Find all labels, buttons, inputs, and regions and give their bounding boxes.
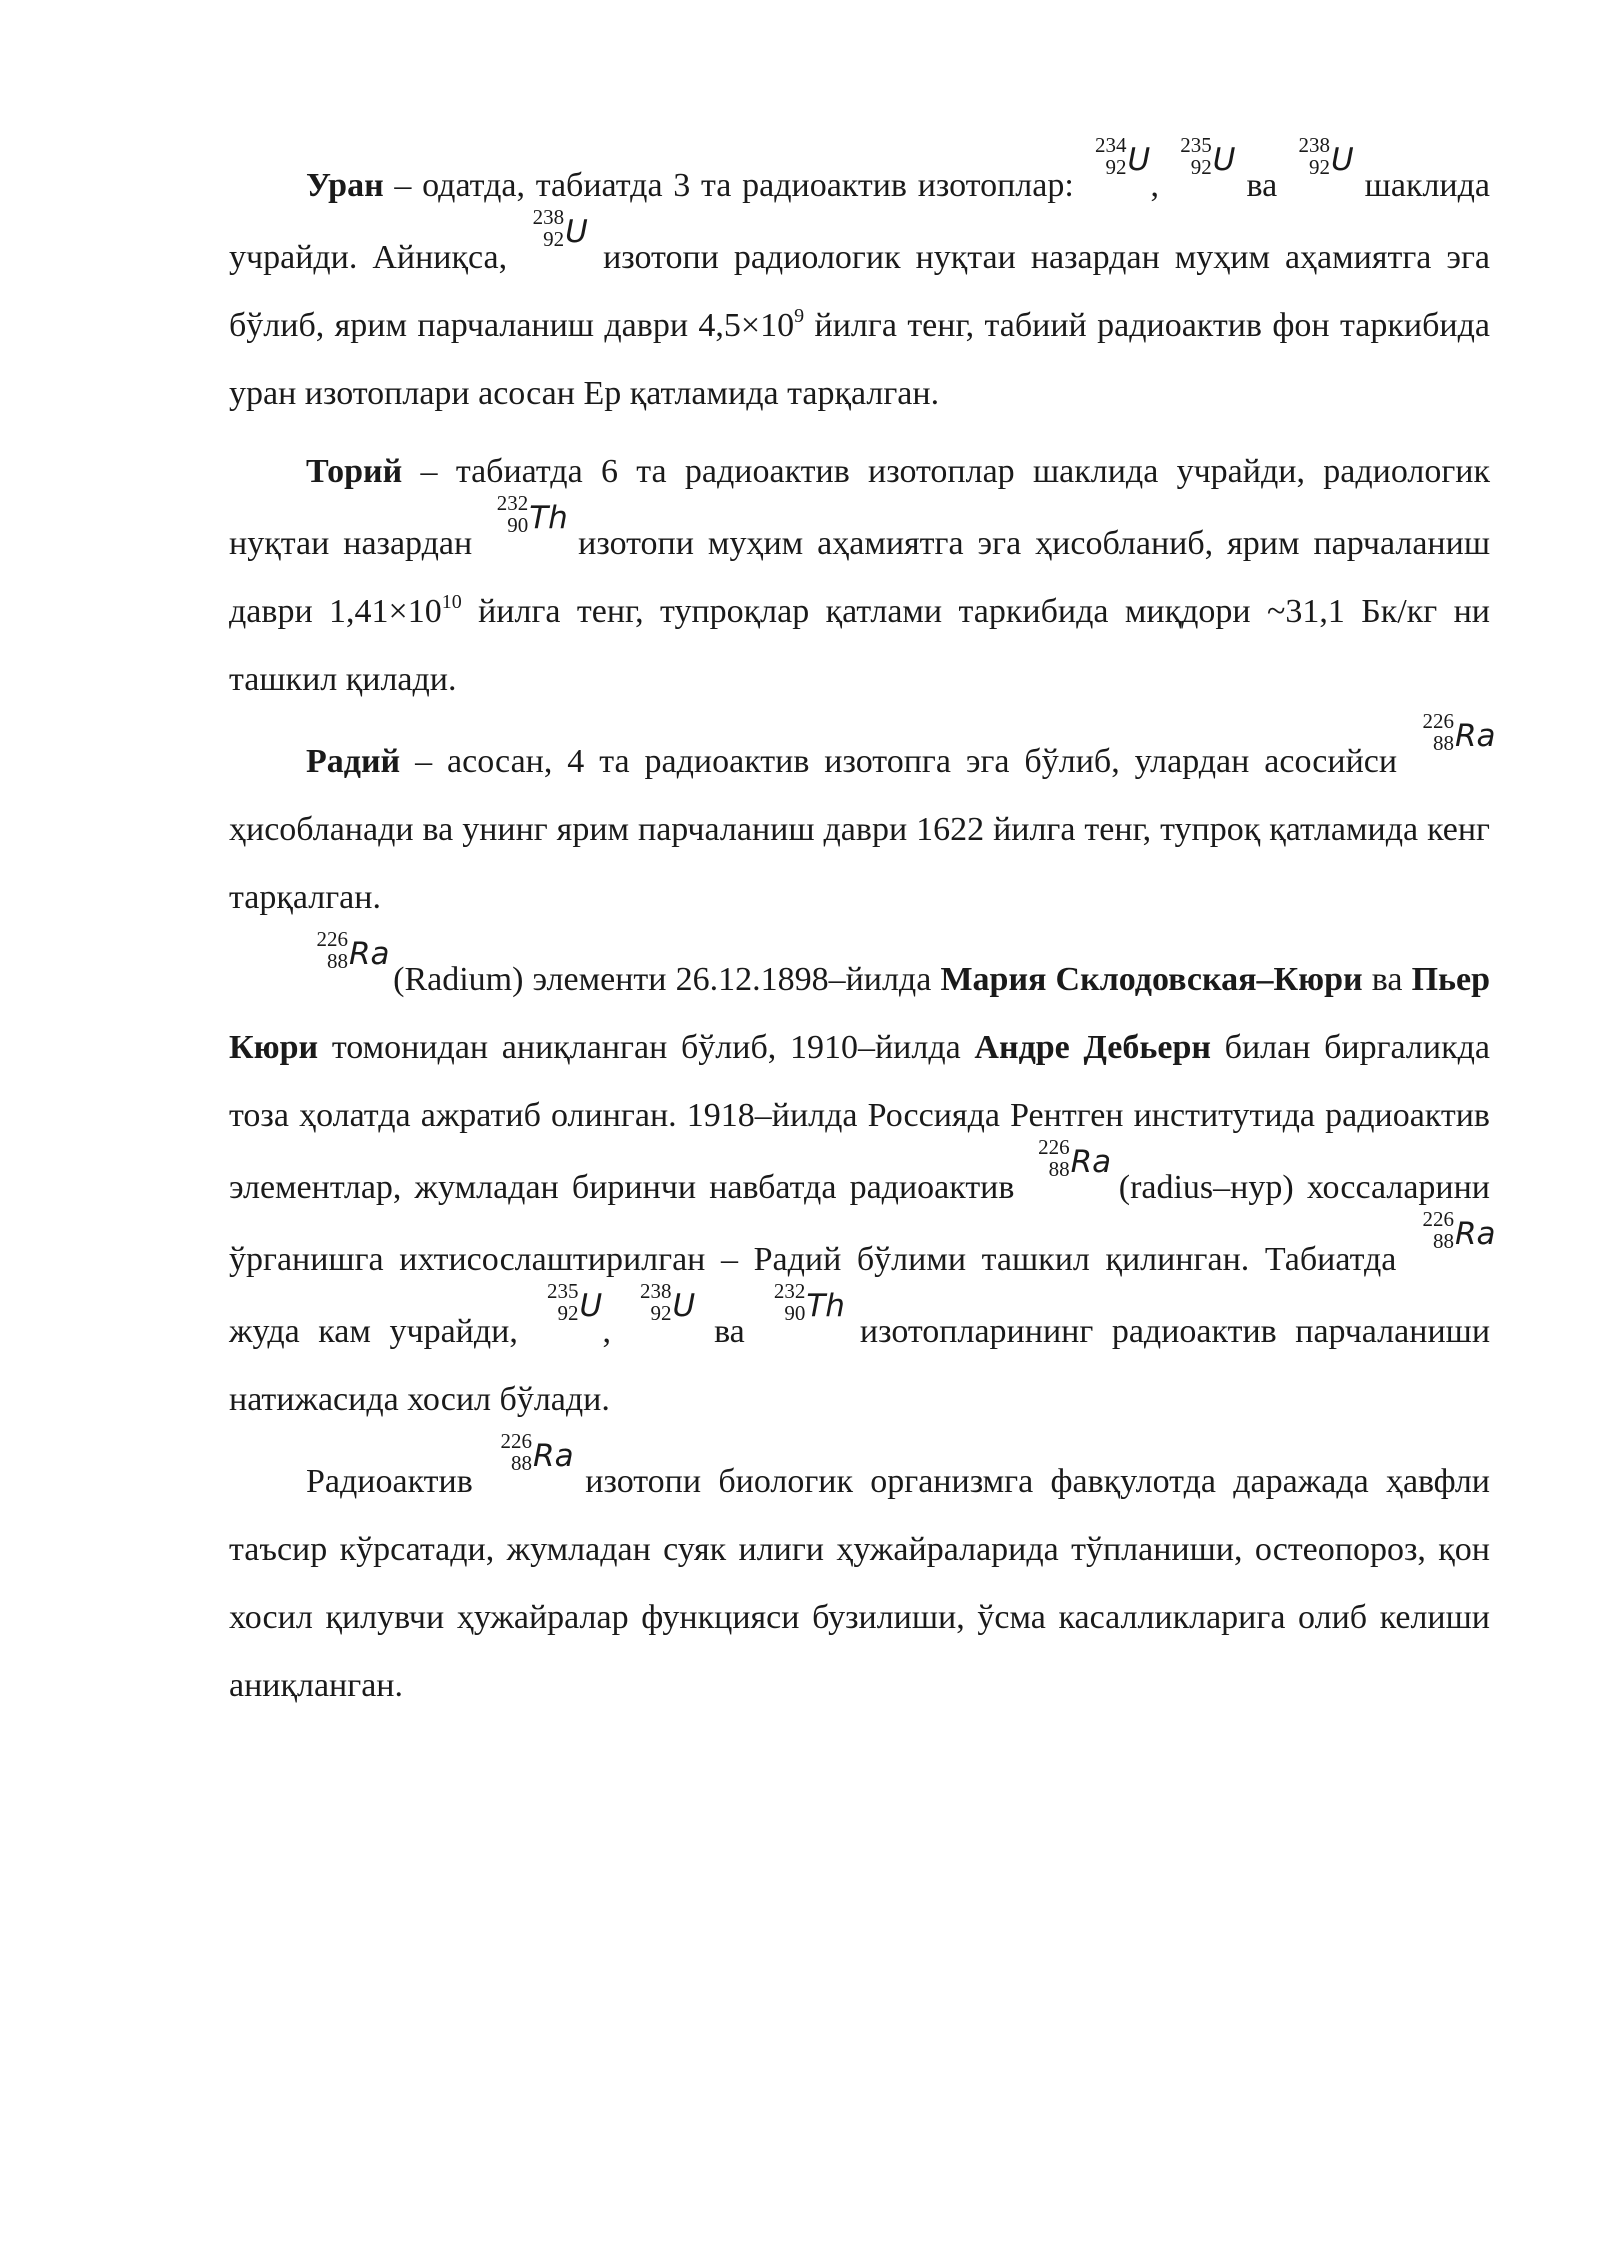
element-symbol: U — [1127, 142, 1151, 178]
text-run: – табиатда 6 та радиоактив изотоплар шаклида учрайди, радиологик нуқтаи назардан — [229, 453, 1490, 562]
isotope-numbers — [540, 1280, 578, 1324]
paragraph-radium-effects — [229, 1429, 1491, 1720]
isotope-numbers — [310, 928, 348, 972]
isotope-notation — [1416, 709, 1496, 764]
atomic-number: 88 — [1433, 1229, 1454, 1253]
text-run: изотопларининг радиоактив парчаланиши натижасида хосил бўлади. — [229, 1313, 1491, 1418]
bold-term: Радий — [306, 743, 401, 780]
exponent: 10 — [441, 591, 462, 613]
mass-number: 226 — [1422, 709, 1454, 733]
text-run: жуда кам учрайди, — [229, 1313, 537, 1350]
text-run: изотопи биологик организмга фавқулотда даражада ҳавфли таъсир кўрсатади, жумладан суяк илиги ҳужайраларида тўпланиши, остеопороз, қон хосил қилувчи ҳужайралар функцияси бузилиши, ўсма касалликларига олиб келиши аниқланган. — [229, 1463, 1491, 1704]
bold-term: Торий — [306, 453, 403, 490]
atomic-number: 92 — [543, 227, 565, 251]
text-run: томонидан аниқланган бўлиб, 1910–йилда — [318, 1029, 975, 1066]
atomic-number: 92 — [1105, 155, 1127, 179]
text-run: (radius–нур) хоссаларини ўрганишга ихтисослаштирилган – Радий бўлими ташкил қилинган. Табиатда — [229, 1169, 1491, 1278]
text-run: шаклида учрайди. Айниқса, — [229, 167, 1491, 276]
isotope-numbers — [490, 492, 528, 536]
text-run: – одатда, табиатда 3 та радиоактив изотоплар: — [383, 167, 1085, 204]
bold-term: Пьер Кюри — [229, 961, 1490, 1066]
element-symbol: U — [579, 1288, 603, 1324]
isotope-numbers — [1416, 710, 1454, 754]
isotope-numbers — [526, 206, 564, 250]
text-run: ҳисобланади ва унинг ярим парчаланиш даври 1622 йилга тенг, тупроқ қатламида кенг тарқалган. — [229, 811, 1490, 916]
isotope-notation — [1032, 1135, 1112, 1190]
mass-number: 238 — [532, 205, 565, 229]
element-symbol: Th — [529, 500, 568, 536]
mass-number: 238 — [640, 1279, 672, 1303]
bold-term: Андре Дебьерн — [974, 1029, 1211, 1066]
isotope-numbers — [1416, 1208, 1454, 1252]
isotope-numbers — [767, 1280, 805, 1324]
isotope-notation — [767, 1279, 845, 1334]
element-symbol: Ra — [533, 1438, 574, 1474]
isotope-notation — [1174, 133, 1236, 188]
mass-number: 235 — [546, 1279, 579, 1303]
element-symbol: Ra — [349, 936, 390, 972]
mass-number: 226 — [1422, 1207, 1454, 1231]
isotope-notation — [494, 1429, 574, 1484]
isotope-notation — [490, 491, 568, 546]
isotope-notation — [526, 205, 588, 260]
bold-term: Уран — [306, 167, 384, 204]
text-run: ва — [695, 1313, 764, 1350]
isotope-numbers — [1292, 134, 1330, 178]
mass-number: 232 — [496, 491, 529, 515]
text-run: Радиоактив — [306, 1463, 491, 1500]
atomic-number: 88 — [1433, 731, 1454, 755]
element-symbol: Th — [806, 1288, 845, 1324]
isotope-notation — [634, 1279, 696, 1334]
paragraph-radium-history — [229, 927, 1496, 1434]
paragraph-uran — [229, 133, 1491, 428]
isotope-notation — [1089, 133, 1151, 188]
text-run: , — [1150, 167, 1170, 204]
element-symbol: U — [1212, 142, 1236, 178]
text-run: билан биргаликда тоза ҳолатда ажратиб олинган. 1918–йилда Россияда Рентген институтида радиоактив элементлар, жумладан биринчи навбатда радиоактив — [229, 1029, 1490, 1206]
atomic-number: 92 — [557, 1301, 579, 1325]
element-symbol: U — [565, 214, 588, 250]
mass-number: 235 — [1180, 133, 1212, 157]
isotope-notation — [1292, 133, 1354, 188]
atomic-number: 88 — [327, 949, 348, 973]
text-run: изотопи радиологик нуқтаи назардан муҳим аҳамиятга эга бўлиб, ярим парчаланиш даври 4,5×10 — [229, 239, 1490, 344]
element-symbol: Ra — [1455, 718, 1496, 754]
element-symbol: U — [672, 1288, 696, 1324]
text-run: изотопи муҳим аҳамиятга эга ҳисобланиб, ярим парчаланиш даври 1,41×10 — [229, 525, 1491, 630]
document-page — [229, 133, 1496, 1730]
text-run: ва — [1362, 961, 1412, 998]
mass-number: 226 — [500, 1429, 533, 1453]
text-run: йилга тенг, табиий радиоактив фон таркибида уран изотоплари асосан Ер қатламида тарқалган. — [229, 307, 1490, 412]
isotope-numbers — [1174, 134, 1212, 178]
text-run: йилга тенг, тупроқлар қатлами таркибида миқдори ~31,1 Бк/кг ни ташкил қилади. — [229, 593, 1490, 698]
isotope-numbers — [1089, 134, 1127, 178]
text-run: , — [602, 1313, 630, 1350]
mass-number: 226 — [1038, 1135, 1070, 1159]
atomic-number: 92 — [1190, 155, 1212, 179]
isotope-numbers — [494, 1430, 532, 1474]
exponent: 9 — [794, 305, 805, 327]
mass-number: 234 — [1095, 133, 1127, 157]
text-run: – асосан, 4 та радиоактив изотопга эга бўлиб, улардан асосийси — [400, 743, 1412, 780]
mass-number: 232 — [773, 1279, 806, 1303]
mass-number: 226 — [316, 927, 348, 951]
paragraph-radiy — [229, 709, 1496, 932]
element-symbol: Ra — [1070, 1144, 1112, 1180]
isotope-notation — [310, 927, 390, 982]
atomic-number: 88 — [511, 1451, 533, 1475]
isotope-numbers — [1032, 1136, 1070, 1180]
isotope-numbers — [634, 1280, 672, 1324]
atomic-number: 90 — [784, 1301, 806, 1325]
atomic-number: 92 — [1308, 155, 1330, 179]
bold-term: Мария Склодовская–Кюри — [940, 961, 1363, 998]
element-symbol: Ra — [1455, 1216, 1496, 1252]
atomic-number: 88 — [1048, 1157, 1070, 1181]
atomic-number: 90 — [507, 513, 529, 537]
isotope-notation — [540, 1279, 603, 1334]
atomic-number: 92 — [650, 1301, 672, 1325]
text-run: ва — [1235, 167, 1288, 204]
text-run: (Radium) элементи 26.12.1898–йилда — [384, 961, 941, 998]
mass-number: 238 — [1298, 133, 1330, 157]
paragraph-toriy — [229, 438, 1490, 714]
isotope-notation — [1416, 1207, 1496, 1262]
element-symbol: U — [1330, 142, 1354, 178]
